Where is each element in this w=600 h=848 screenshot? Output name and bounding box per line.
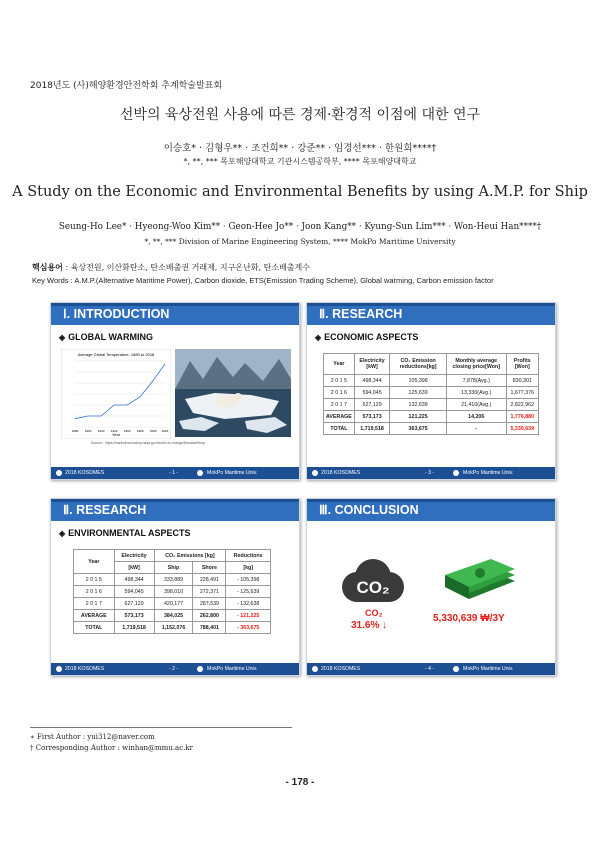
slide-2-page: - 3 -: [425, 470, 435, 476]
table-row: [74, 574, 271, 586]
keywords-english-text: : A.M.P.(Alternative Maritime Power), Carbon dioxide, ETS(Emission Trading Scheme), Global warming, Carbon emission factor: [70, 276, 494, 285]
table-row: [324, 387, 539, 399]
environmental-table: [73, 549, 271, 634]
slide-4-footer: [307, 663, 555, 675]
table-cell: 1,719,518: [354, 423, 390, 435]
chart-xlabel: Year: [111, 432, 121, 437]
slide-2-title: Ⅱ. RESEARCH: [319, 307, 403, 321]
slide-3-header: [51, 499, 299, 521]
table-cell: 7,878(Avg.): [446, 375, 506, 387]
chart-x-tick: 1940: [110, 429, 118, 433]
footnote-divider: [30, 727, 292, 728]
table-subheader: Ship: [154, 562, 193, 574]
slide-4-header: [307, 499, 555, 521]
table-cell: - 121,225: [226, 610, 271, 622]
table-cell: 2 0 1 5: [74, 574, 115, 586]
table-cell: 788,401: [193, 622, 226, 634]
slide-1-footer-left: 2018 KOSOMES: [65, 470, 105, 476]
table-header: Reductions: [226, 550, 271, 562]
table-cell: 132,638: [390, 399, 447, 411]
table-header: CO₂ Emissions [kg]: [154, 550, 226, 562]
keywords-korean-label: 핵심용어: [32, 263, 63, 272]
title-english: A Study on the Economic and Environmental Benefits by using A.M.P. for Ship: [12, 184, 588, 200]
slide-2-header: [307, 303, 555, 325]
table-cell: - 125,639: [226, 586, 271, 598]
table-cell: 5,330,639: [506, 423, 538, 435]
slide-1-subtitle: [59, 332, 153, 342]
table-cell: 125,639: [390, 387, 447, 399]
table-subheader: [kW]: [114, 562, 154, 574]
slide-4-footer-right: MokPo Maritime Univ.: [463, 666, 514, 672]
table-header: Electricity [kW]: [354, 354, 390, 375]
table-cell: AVERAGE: [324, 411, 355, 423]
keywords-english: [32, 276, 494, 285]
table-header: Electricity: [114, 550, 154, 562]
table-cell: 498,344: [354, 375, 390, 387]
title-korean: 선박의 육상전원 사용에 따른 경제·환경적 이점에 대한 연구: [119, 107, 481, 123]
affiliation-english: *, **, *** Division of Marine Engineering System, **** MokPo Maritime University: [144, 237, 456, 246]
table-cell: 333,889: [154, 574, 193, 586]
temperature-chart: [61, 349, 171, 439]
table-header: Profits [Won]: [506, 354, 538, 375]
slide-environmental: [50, 498, 300, 676]
slide-3-subtitle-text: ENVIRONMENTAL ASPECTS: [68, 528, 191, 538]
table-cell: - 132,638: [226, 598, 271, 610]
table-cell: 498,344: [114, 574, 154, 586]
kosomes-logo-icon: [312, 470, 318, 476]
chart-x-tick: 2018: [161, 429, 169, 433]
table-cell: AVERAGE: [74, 610, 115, 622]
table-row: [324, 423, 539, 435]
cloud-label: CO₂: [356, 578, 390, 597]
slide-2-footer: [307, 467, 555, 479]
table-header-row: [324, 354, 539, 375]
kosomes-logo-icon: [56, 666, 62, 672]
slide-1-footer: [51, 467, 299, 479]
chart-x-tick: 1960: [123, 429, 131, 433]
table-cell: 363,675: [390, 423, 447, 435]
university-logo-icon: [453, 666, 459, 672]
co2-label: CO₂: [365, 608, 383, 618]
diamond-bullet-icon: ◈: [59, 333, 66, 342]
money-stack-icon: [439, 559, 519, 605]
table-row: [74, 586, 271, 598]
authors-english: Seung-Ho Lee* · Hyeong-Woo Kim** · Geon-Hee Jo** · Joon Kang** · Kyung-Sun Lim*** · Won-Heui Han****†: [58, 222, 542, 232]
table-cell: 272,371: [193, 586, 226, 598]
slide-3-footer-left: 2018 KOSOMES: [65, 666, 105, 672]
chart-title: Average Global Temperature, 1880 to 2018: [77, 352, 155, 357]
table-cell: 627,129: [114, 598, 154, 610]
table-cell: 14,206: [446, 411, 506, 423]
table-subheader: Shore: [193, 562, 226, 574]
table-cell: 2 0 1 5: [324, 375, 355, 387]
table-cell: TOTAL: [74, 622, 115, 634]
slide-2-footer-left: 2018 KOSOMES: [321, 470, 361, 476]
table-row: [74, 622, 271, 634]
chart-x-tick: 1980: [136, 429, 144, 433]
table-cell: 627,129: [354, 399, 390, 411]
keywords-korean-text: : 육상전원, 이산화탄소, 탄소배출권 거래제, 지구온난화, 탄소배출계수: [65, 263, 310, 272]
slide-3-page: - 2 -: [169, 666, 179, 672]
table-cell: 21,410(Avg.): [446, 399, 506, 411]
slide-4-title: Ⅲ. CONCLUSION: [319, 503, 419, 517]
affiliation-korean: *, **, *** 목포해양대학교 기관시스템공학부, **** 목포해양대학교: [183, 157, 417, 166]
slide-1-footer-right: MokPo Maritime Univ.: [207, 470, 258, 476]
table-cell: 1,719,518: [114, 622, 154, 634]
table-cell: 1,677,376: [506, 387, 538, 399]
slide-2-footer-right: MokPo Maritime Univ.: [463, 470, 514, 476]
polar-bear-photo: [175, 349, 291, 437]
chart-x-tick: 2000: [149, 429, 157, 433]
table-cell: 573,173: [114, 610, 154, 622]
economic-table: [323, 353, 539, 435]
table-cell: 287,539: [193, 598, 226, 610]
university-logo-icon: [197, 470, 203, 476]
footnote-first-author: ∗ First Author : yui312@naver.com: [30, 733, 155, 741]
co2-cloud-icon: [337, 557, 409, 605]
slide-4-footer-left: 2018 KOSOMES: [321, 666, 361, 672]
slide-2-subtitle-text: ECONOMIC ASPECTS: [324, 332, 419, 342]
chart-x-tick: 1880: [71, 429, 79, 433]
kosomes-logo-icon: [312, 666, 318, 672]
keywords-english-label: Key Words: [32, 276, 69, 285]
slide-introduction: [50, 302, 300, 480]
table-cell: 2 0 1 6: [74, 586, 115, 598]
table-header: Year: [324, 354, 355, 375]
slide-1-header: [51, 303, 299, 325]
slide-3-footer-right: MokPo Maritime Univ.: [207, 666, 258, 672]
slide-2-subtitle: [315, 332, 418, 342]
table-cell: 830,301: [506, 375, 538, 387]
table-cell: 1,776,880: [506, 411, 538, 423]
table-cell: 2 0 1 7: [324, 399, 355, 411]
table-cell: 121,225: [390, 411, 447, 423]
footnote-corresponding: † Corresponding Author : winhan@mmu.ac.kr: [30, 744, 193, 752]
page-number: - 178 -: [285, 777, 315, 788]
profit-total: 5,330,639 ₩/3Y: [433, 613, 505, 624]
table-row: [324, 411, 539, 423]
slide-1-page: - 1 -: [169, 470, 179, 476]
chart-x-tick: 1920: [97, 429, 105, 433]
diamond-bullet-icon: ◈: [315, 333, 322, 342]
authors-korean: 이승호* · 김형우** · 조건희** · 강준** · 임경선*** · 한원희****†: [163, 143, 437, 154]
table-cell: 2,822,962: [506, 399, 538, 411]
table-cell: 573,173: [354, 411, 390, 423]
table-cell: 228,491: [193, 574, 226, 586]
slide-conclusion: [306, 498, 556, 676]
table-cell: TOTAL: [324, 423, 355, 435]
conference-header: 2018년도 (사)해양환경안전학회 추계학술발표회: [30, 81, 223, 91]
table-cell: -: [446, 423, 506, 435]
slide-1-title: Ⅰ. INTRODUCTION: [63, 307, 170, 321]
table-header-row: [74, 550, 271, 562]
table-cell: - 105,398: [226, 574, 271, 586]
slide-4-page: - 4 -: [425, 666, 435, 672]
table-cell: 2 0 1 6: [324, 387, 355, 399]
table-row: [74, 610, 271, 622]
table-cell: 1,152,076: [154, 622, 193, 634]
table-row: [74, 598, 271, 610]
chart-x-tick: 1900: [84, 429, 92, 433]
table-cell: 262,800: [193, 610, 226, 622]
table-cell: 105,398: [390, 375, 447, 387]
slide-1-source: Source : https://earthobservatory.nasa.gov/world-of-change/DecadalTemp: [91, 441, 206, 445]
table-cell: 2 0 1 7: [74, 598, 115, 610]
table-cell: 594,045: [114, 586, 154, 598]
university-logo-icon: [197, 666, 203, 672]
slide-1-subtitle-text: GLOBAL WARMING: [68, 332, 153, 342]
university-logo-icon: [453, 470, 459, 476]
table-cell: 594,045: [354, 387, 390, 399]
slide-economic: [306, 302, 556, 480]
table-row: [324, 375, 539, 387]
table-cell: 384,025: [154, 610, 193, 622]
table-cell: 13,330(Avg.): [446, 387, 506, 399]
diamond-bullet-icon: ◈: [59, 529, 66, 538]
co2-reduction-percent: 31.6% ↓: [351, 620, 388, 631]
table-header: CO₂ Emission reductions[kg]: [390, 354, 447, 375]
table-cell: 420,177: [154, 598, 193, 610]
slide-3-footer: [51, 663, 299, 675]
table-header: Year: [74, 550, 115, 574]
table-subheader: [kg]: [226, 562, 271, 574]
table-header: Monthly average closing price[Won]: [446, 354, 506, 375]
table-cell: 398,010: [154, 586, 193, 598]
slide-3-subtitle: [59, 528, 191, 538]
table-row: [324, 399, 539, 411]
kosomes-logo-icon: [56, 470, 62, 476]
slide-3-title: Ⅱ. RESEARCH: [63, 503, 147, 517]
table-cell: - 363,675: [226, 622, 271, 634]
keywords-korean: [32, 262, 310, 273]
